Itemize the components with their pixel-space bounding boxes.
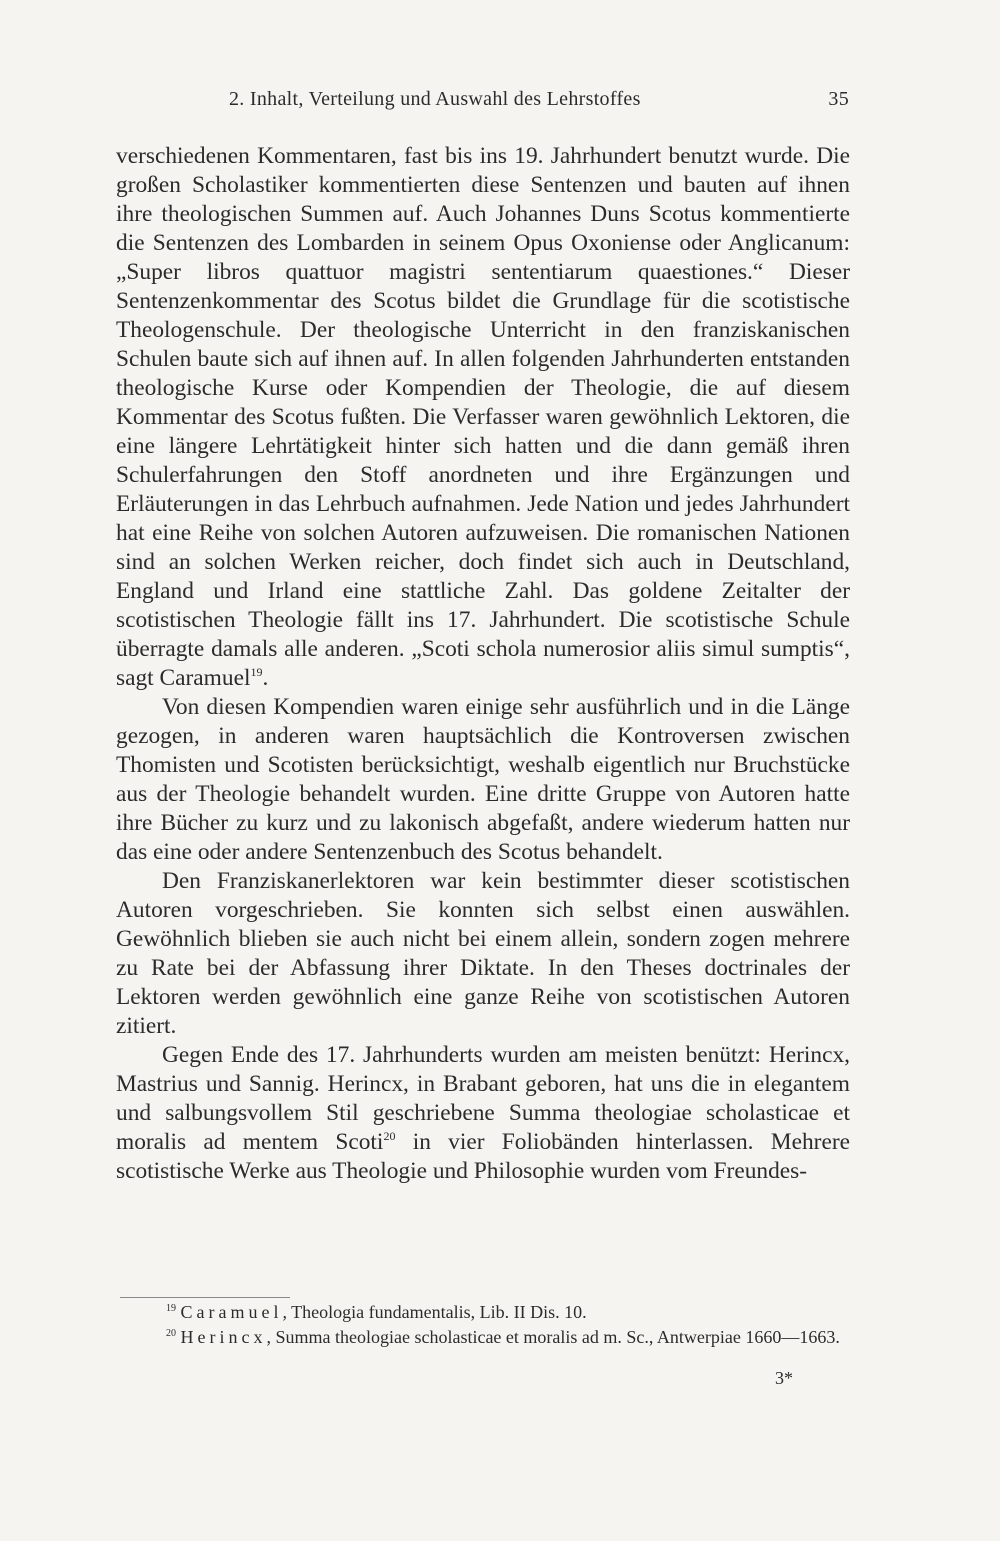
running-head-title: 2. Inhalt, Verteilung und Auswahl des Lehrstoffes [229,88,641,110]
footnote-number: 20 [166,1328,176,1339]
footnote-ref-20: 20 [383,1129,396,1143]
footnote-ref-19: 19 [250,665,263,679]
footnote-author: Herincx [180,1327,267,1347]
footnote-author: Caramuel [180,1302,283,1322]
signature-mark: 3* [775,1368,793,1388]
footnote-text: , Theologia fundamentalis, Lib. II Dis. 10. [282,1302,587,1322]
footnote-20 [118,1325,850,1350]
paragraph-2-text: Von diesen Kompendien waren einige sehr ausführlich und in die Länge gezogen, in anderen waren hauptsächlich die Kontroversen zwischen Thomisten und Scotisten berücksichtigt, weshalb eigentlich nur Bruchstücke aus der Theologie behandelt wurden. Eine dritte Gruppe von Autoren hatte ihre Bücher zu kurz und zu lakonisch abgefaßt, andere wiederum hatten nur das eine oder andere Sentenzenbuch des Scotus behandelt. [116,694,850,865]
footnote-19 [118,1300,850,1325]
page-number: 35 [828,88,849,110]
footnotes [118,1300,850,1350]
paragraph-4-text: Gegen Ende des 17. Jahrhunderts wurden am meisten benützt: Herincx, Mastrius und Sannig. Herincx, in Brabant geboren, hat uns die in elegantem und salbungsvollem Stil geschriebene Summa theologiae scholasticae et moralis ad mentem Scoti [116,1042,850,1155]
paragraph-2 [116,693,850,867]
footnote-rule [120,1297,290,1298]
paragraph-4 [116,1041,850,1186]
footnote-text: , Summa theologiae scholasticae et moralis ad m. Sc., Antwerpiae 1660—1663. [266,1327,840,1347]
paragraph-1-text: verschiedenen Kommentaren, fast bis ins 19. Jahrhundert benutzt wurde. Die großen Scholastiker kommentierten diese Sentenzen und bauten auf ihnen ihre theologischen Summen auf. Auch Johannes Duns Scotus kommentierte die Sentenzen des Lombarden in seinem Opus Oxoniense oder Anglicanum: „Super libros quattuor magistri sententiarum quaestiones.“ Dieser Sentenzenkommentar des Scotus bildet die Grundlage für die scotistische Theologenschule. Der theologische Unterricht in den franziskanischen Schulen baute sich auf ihnen auf. In allen folgenden Jahrhunderten entstanden theologische Kurse oder Kompendien der Theologie, die auf diesem Kommentar des Scotus fußten. Die Verfasser waren gewöhnlich Lektoren, die eine längere Lehrtätigkeit hinter sich hatten und die dann gemäß ihren Schulerfahrungen den Stoff anordneten und ihre Ergänzungen und Erläuterungen in das Lehrbuch aufnahmen. Jede Nation und jedes Jahrhundert hat eine Reihe von solchen Autoren aufzuweisen. Die romanischen Nationen sind an solchen Werken reicher, doch findet sich auch in Deutschland, England und Irland eine stattliche Zahl. Das goldene Zeitalter der scotistischen Theologie fällt ins 17. Jahrhundert. Die scotistische Schule überragte damals alle anderen. „Scoti schola numerosior aliis simul sumptis“, sagt Caramuel [116,143,850,691]
paragraph-1 [116,142,850,693]
footnote-number: 19 [166,1303,176,1314]
paragraph-3-text: Den Franziskanerlektoren war kein bestimmter dieser scotistischen Autoren vorgeschrieben. Sie konnten sich selbst einen auswählen. Gewöhnlich blieben sie auch nicht bei einem allein, sondern zogen mehrere zu Rate bei der Abfassung ihrer Diktate. In den Theses doctrinales der Lektoren werden gewöhnlich eine ganze Reihe von scotistischen Autoren zitiert. [116,868,850,1039]
paragraph-4-tail: in vier Foliobänden hinterlassen. Mehrere scotistische Werke aus Theologie und Philosophie wurden vom Freundes- [116,1129,850,1184]
paragraph-1-tail: . [262,665,269,691]
paragraph-3 [116,867,850,1041]
body-text [116,142,850,1186]
running-head [117,88,849,118]
